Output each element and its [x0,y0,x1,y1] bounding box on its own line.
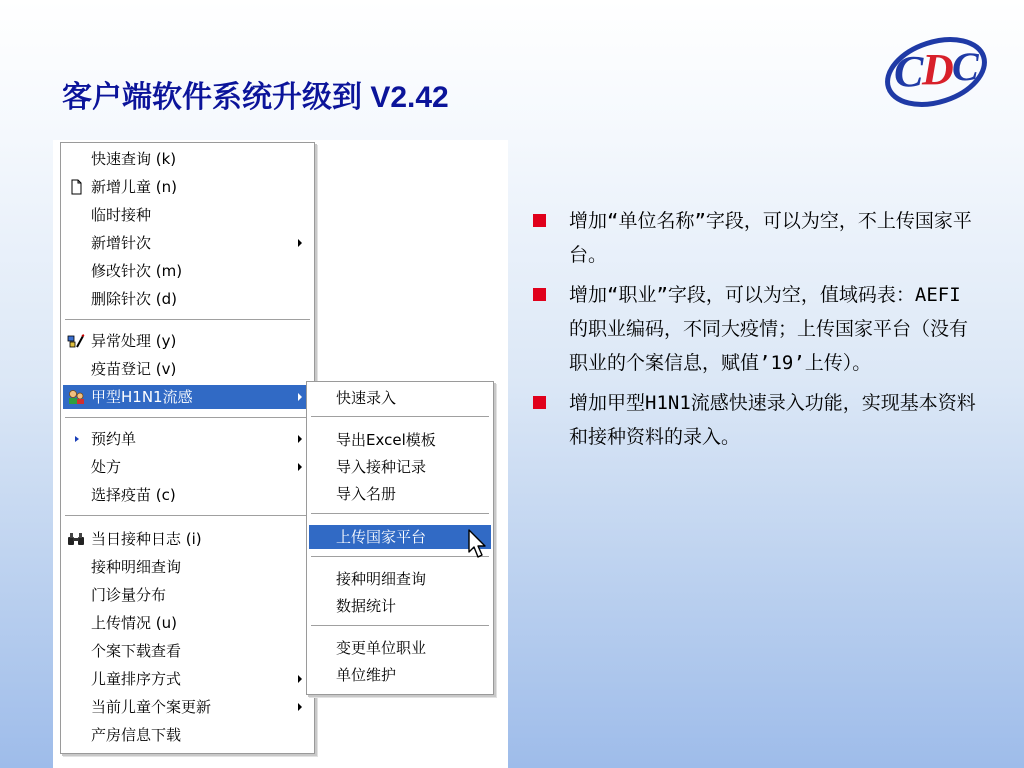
submenu-item-unit-maintenance[interactable] [309,663,491,687]
submenu-arrow-icon [298,435,302,443]
submenu-item-label: 变更单位职业 [336,639,427,657]
menu-item-child-sort[interactable] [63,667,312,691]
submenu-item-label: 上传国家平台 [336,528,427,546]
submenu-item-import-records[interactable] [309,455,491,479]
menu-item-label: 新增儿童 (n) [91,178,177,196]
menu-item-new-child[interactable] [63,175,312,199]
submenu-item-label: 导入名册 [336,485,397,503]
menu-separator [311,513,489,515]
svg-text:C: C [952,44,979,89]
menu-item-daily-log[interactable] [63,527,312,551]
menu-item-delete-dose[interactable] [63,287,312,311]
menu-item-label: 临时接种 [91,206,152,224]
menu-item-quick-search[interactable] [63,147,312,171]
submenu-item-label: 快速录入 [336,389,397,407]
menu-item-prescription[interactable] [63,455,312,479]
menu-item-temp-vaccination[interactable] [63,203,312,227]
menu-item-label: 修改针次 (m) [91,262,183,280]
menu-item-edit-dose[interactable] [63,259,312,283]
menu-separator [65,319,310,321]
menu-separator [65,417,310,419]
menu-item-vaccination-detail[interactable] [63,555,312,579]
submenu-item-statistics[interactable] [309,594,491,618]
bullet-text: 增加“单位名称”字段，可以为空，不上传国家平台。 [569,210,972,266]
h1n1-icon [67,389,85,405]
new-document-icon [67,179,85,195]
binoculars-icon [67,531,85,547]
menu-item-anomaly[interactable] [63,329,312,353]
bullet-text: 增加“职业”字段，可以为空，值域码表：AEFI的职业编码，不同大疫情；上传国家平台（没有职业的个案信息，赋值’19’上传）。 [569,284,969,374]
svg-text:C: C [894,47,924,96]
submenu-item-quick-entry[interactable] [309,386,491,410]
submenu-arrow-icon [298,703,302,711]
svg-text:D: D [922,45,954,94]
menu-separator [311,416,489,418]
submenu-item-label: 接种明细查询 [336,570,427,588]
menu-item-appointment[interactable] [63,427,312,451]
triangle-icon [67,431,85,447]
submenu-arrow-icon [298,239,302,247]
bullet-square-icon [533,214,546,227]
submenu-item-change-occupation[interactable] [309,636,491,660]
submenu-item-label: 导出Excel模板 [336,431,436,449]
submenu-arrow-icon [298,463,302,471]
cdc-logo [880,28,998,110]
submenu-item-export-excel[interactable] [309,428,491,452]
menu-item-label: 个案下载查看 [91,642,182,660]
menu-item-upload-status[interactable] [63,611,312,635]
menu-item-label: 快速查询 (k) [91,150,177,168]
mouse-cursor-icon [467,528,489,560]
bullet-square-icon [533,396,546,409]
menu-item-label: 接种明细查询 [91,558,182,576]
h1n1-submenu [306,381,494,695]
menu-separator [311,625,489,627]
menu-item-label: 选择疫苗 (c) [91,486,176,504]
page-title: 客户端软件系统升级到 V2.42 [62,81,449,114]
submenu-item-label: 数据统计 [336,597,397,615]
menu-item-label: 异常处理 (y) [91,332,177,350]
menu-item-label: 删除针次 (d) [91,290,177,308]
bullet-list [533,204,993,460]
menu-separator [311,556,489,558]
menu-item-h1n1[interactable] [63,385,312,409]
bullet-square-icon [533,288,546,301]
menu-item-label: 新增针次 [91,234,152,252]
menu-item-label: 疫苗登记 (v) [91,360,177,378]
menu-item-label: 产房信息下载 [91,726,182,744]
menu-separator [65,515,310,517]
menu-item-select-vaccine[interactable] [63,483,312,507]
submenu-item-vaccination-detail[interactable] [309,567,491,591]
menu-item-label: 预约单 [91,430,137,448]
bullet-item [533,204,993,272]
menu-item-label: 当前儿童个案更新 [91,698,212,716]
submenu-arrow-icon [298,675,302,683]
bullet-text: 增加甲型H1N1流感快速录入功能，实现基本资料和接种资料的录入。 [569,392,976,448]
anomaly-icon [67,333,85,349]
menu-item-vaccine-register[interactable] [63,357,312,381]
bullet-item [533,278,993,380]
menu-item-case-download[interactable] [63,639,312,663]
menu-item-label: 处方 [91,458,122,476]
submenu-item-import-roster[interactable] [309,482,491,506]
menu-item-label: 甲型H1N1流感 [91,388,193,406]
menu-item-label: 当日接种日志 (i) [91,530,202,548]
context-menu [60,142,315,754]
submenu-item-upload-national[interactable] [309,525,491,549]
menu-item-label: 门诊量分布 [91,586,167,604]
menu-item-add-dose[interactable] [63,231,312,255]
menu-item-delivery-room-download[interactable] [63,723,312,747]
bullet-item [533,386,993,454]
menu-item-case-update[interactable] [63,695,312,719]
submenu-item-label: 单位维护 [336,666,397,684]
submenu-arrow-icon [298,393,302,401]
submenu-item-label: 导入接种记录 [336,458,427,476]
menu-item-label: 上传情况 (u) [91,614,177,632]
menu-item-clinic-volume[interactable] [63,583,312,607]
menu-item-label: 儿童排序方式 [91,670,182,688]
